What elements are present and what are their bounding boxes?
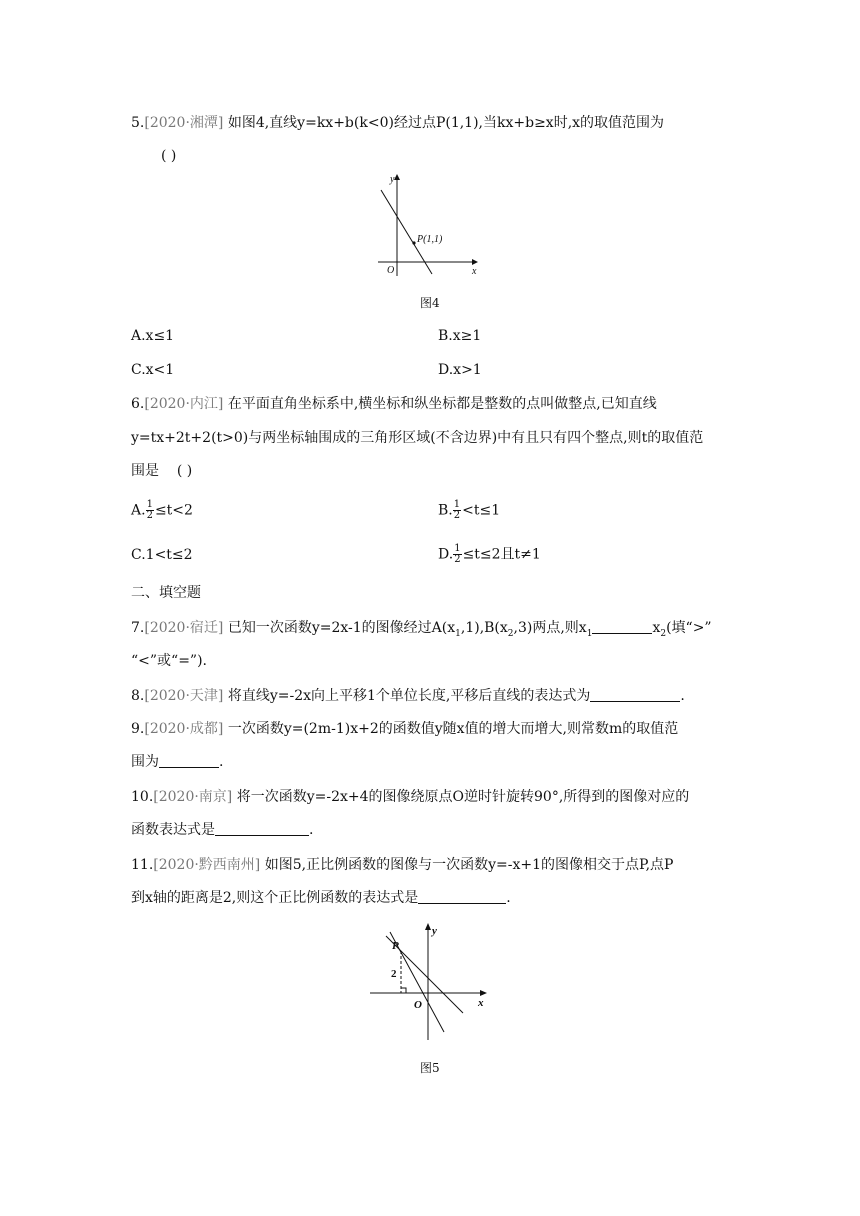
q10-line2: 函数表达式是 . bbox=[131, 822, 314, 838]
fig4-y-arrow bbox=[394, 174, 400, 180]
q6-line3 bbox=[131, 461, 192, 481]
fig4-label-p: P(1,1) bbox=[417, 234, 443, 245]
q6-answer-paren: ( ) bbox=[176, 463, 193, 479]
fig4-label-y: y bbox=[390, 174, 395, 185]
q10-source: [2020·南京] bbox=[153, 789, 233, 805]
q6-source: [2020·内江] bbox=[144, 396, 224, 412]
q9-line1: 9.[2020·成都] 一次函数y=(2m-1)x+2的函数值y随x值的增大而增大,则常数m的取值范 bbox=[131, 721, 679, 737]
q6-stem-1: 在平面直角坐标系中,横坐标和纵坐标都是整数的点叫做整点,已知直线 bbox=[227, 396, 657, 412]
fraction-half: $\frac{1}{2}$ bbox=[146, 499, 153, 521]
q8-source: [2020·天津] bbox=[144, 688, 224, 704]
figure-4 bbox=[378, 170, 488, 280]
section-heading-fill-in: 二、填空题 bbox=[131, 585, 201, 601]
fig5-label-p: P bbox=[392, 940, 399, 952]
q8-answer-blank[interactable] bbox=[590, 687, 680, 702]
q5-option-c: C.x<1 bbox=[131, 362, 175, 378]
q5-source: [2020·湘潭] bbox=[144, 115, 224, 131]
fig4-label-o: O bbox=[387, 265, 395, 276]
fraction-half: $\frac{1}{2}$ bbox=[453, 499, 461, 521]
fig5-label-o: O bbox=[414, 999, 422, 1011]
q8-line: 8.[2020·天津] 将直线y=-2x向上平移1个单位长度,平移后直线的表达式为 . bbox=[131, 688, 685, 704]
fig4-point-p bbox=[412, 241, 415, 244]
fig5-label-y: y bbox=[432, 925, 437, 937]
q7-line1: 7.[2020·宿迁] 已知一次函数y=2x-1的图像经过$A(x_1,1),B(x_2,3)$两点,则$x_1$ $x_2$(填“>” bbox=[131, 620, 712, 639]
fig5-label-x: x bbox=[478, 997, 484, 1009]
fig5-x-arrow bbox=[480, 990, 487, 996]
q6-option-c: C.1<t≤2 bbox=[131, 547, 193, 563]
q9-line2: 围为 . bbox=[131, 754, 224, 770]
q5-option-a: A.x≤1 bbox=[131, 328, 175, 344]
q6-stem-2: y=tx+2t+2(t>0)与两坐标轴围成的三角形区域(不含边界)中有且只有四个整点,则t的取值范 bbox=[131, 430, 704, 446]
fig4-label-x: x bbox=[472, 266, 477, 277]
q5-option-b: B.x≥1 bbox=[438, 328, 482, 344]
q7-line2: “<”或“=”). bbox=[131, 653, 208, 669]
figure-5 bbox=[366, 918, 496, 1044]
q11-source: [2020·黔西南州] bbox=[153, 857, 261, 873]
fig5-y-arrow bbox=[425, 923, 431, 930]
q10-line1: 10.[2020·南京] 将一次函数y=-2x+4的图像绕原点O逆时针旋转90°,所得到的图像对应的 bbox=[131, 789, 690, 805]
q6-line1: 6.[2020·内江] 在平面直角坐标系中,横坐标和纵坐标都是整数的点叫做整点,已知直线 bbox=[131, 396, 657, 412]
fig5-right-angle-mark bbox=[401, 988, 406, 993]
fraction-half: $\frac{1}{2}$ bbox=[454, 543, 461, 565]
q6-stem-3: 围是 bbox=[131, 463, 159, 479]
q10-answer-blank[interactable] bbox=[215, 821, 309, 836]
q11-line1: 11.[2020·黔西南州] 如图5,正比例函数的图像与一次函数y=-x+1的图像相交于点P,点P bbox=[131, 857, 674, 873]
q5-stem: 如图4,直线y=kx+b(k<0)经过点P(1,1),当kx+b≥x时,x的取值范围为 bbox=[227, 115, 665, 131]
q9-source: [2020·成都] bbox=[144, 721, 224, 737]
q5-answer-paren: ( ) bbox=[161, 148, 177, 164]
q7-answer-blank[interactable] bbox=[592, 619, 652, 634]
q7-source: [2020·宿迁] bbox=[144, 620, 224, 636]
q9-answer-blank[interactable] bbox=[159, 753, 219, 768]
q6-option-d: D. $\frac{1}{2}$ ≤t≤2且t≠1 bbox=[438, 543, 541, 565]
q11-answer-blank[interactable] bbox=[418, 889, 506, 904]
q5-option-d: D.x>1 bbox=[438, 362, 482, 378]
q6-option-a: A. $\frac{1}{2}$ ≤t<2 bbox=[131, 499, 193, 521]
q11-line2: 到x轴的距离是2,则这个正比例函数的表达式是 . bbox=[131, 890, 511, 906]
fig4-line-kx-b bbox=[381, 190, 432, 274]
q5-line1: 5.[2020·湘潭] 如图4,直线y=kx+b(k<0)经过点P(1,1),当kx+b≥x时,x的取值范围为 bbox=[131, 115, 665, 131]
q6-option-b: B. $\frac{1}{2}$ <t≤1 bbox=[438, 499, 501, 521]
figure-4-caption: 图4 bbox=[420, 296, 440, 310]
fig5-label-2: 2 bbox=[391, 968, 397, 980]
fig4-x-arrow bbox=[472, 259, 478, 265]
figure-5-caption: 图5 bbox=[420, 1061, 440, 1075]
